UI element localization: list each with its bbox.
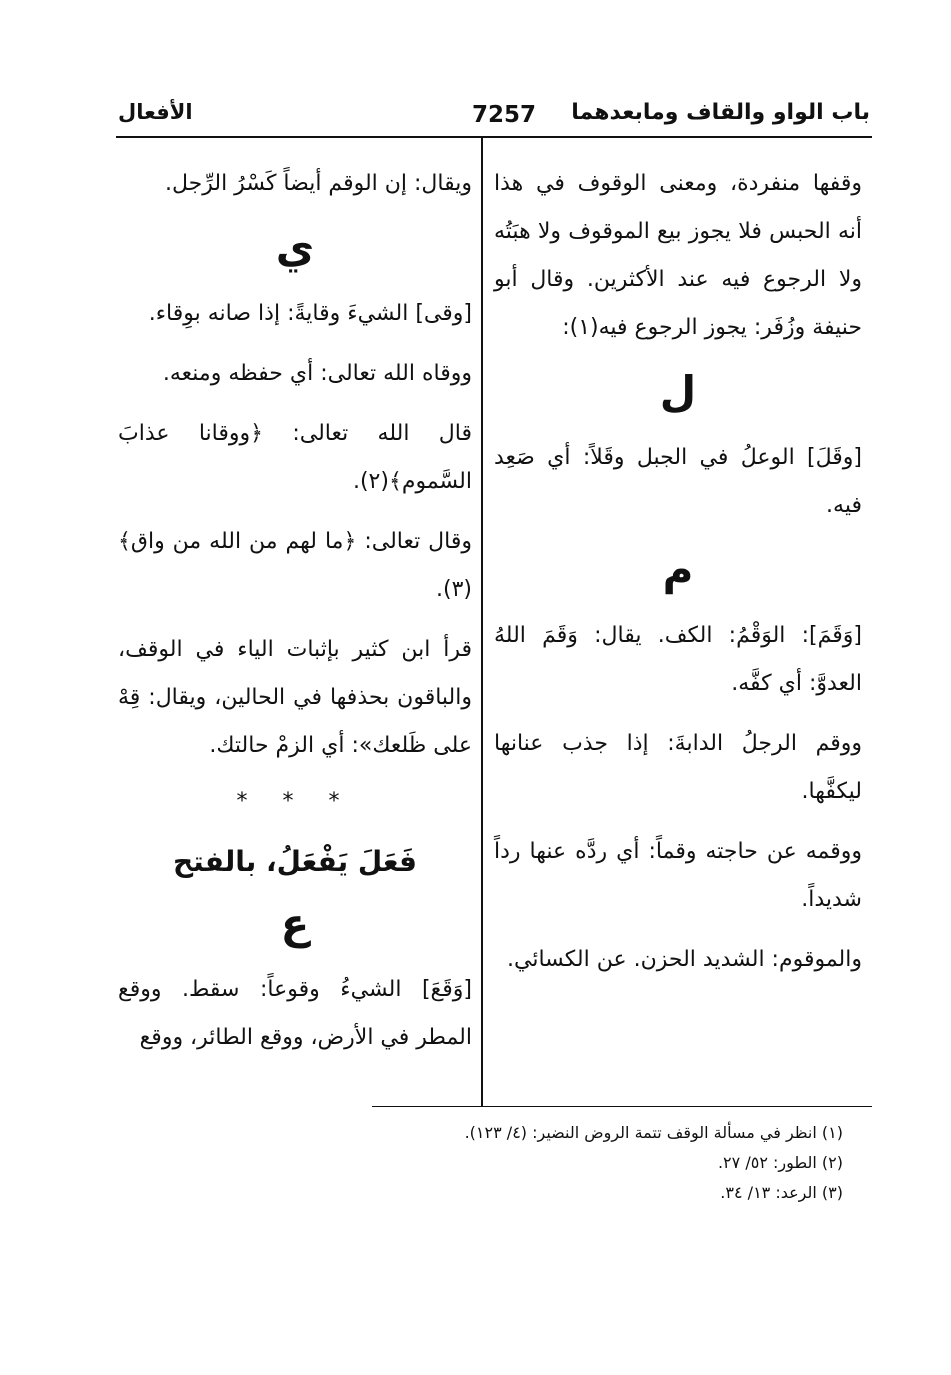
quran-quote: قال الله تعالى: ﴿ووقانا عذابَ السَّموم﴾(٢). <box>118 421 472 494</box>
right-column <box>494 160 862 996</box>
page-header <box>118 96 870 136</box>
entry-waqaa: [وَقَعَ] الشيءُ وقوعاً: سقط. ووقع المطر في الأرض، ووقع الطائر، ووقع <box>118 977 472 1050</box>
left-column <box>118 160 472 1074</box>
paragraph: والموقوم: الشديد الحزن. عن الكسائي. <box>507 947 862 972</box>
paragraph: ووقم الرجلُ الدابةَ: إذا جذب عنانها ليكفَّها. <box>494 731 862 804</box>
section-heading: فَعَلَ يَفْعَلُ، بالفتح <box>172 845 418 878</box>
footnote: (١) انظر في مسألة الوقف تتمة الروض النضير: (٤/ ١٢٣). <box>464 1123 843 1142</box>
letter-heading-lam: ل <box>659 367 697 416</box>
footnotes <box>343 1118 843 1208</box>
section-separator: * * * <box>236 789 354 814</box>
quran-quote: وقال تعالى: ﴿ما لهم من الله من واق﴾(٣). <box>118 529 472 602</box>
column-divider <box>481 138 483 1106</box>
entry-waqala: [وقَلَ] الوعلُ في الجبل وقَلاً: أي صَعِد فيه. <box>494 445 862 518</box>
chapter-title: باب الواو والقاف ومابعدهما <box>571 100 870 125</box>
footnote: (٢) الطور: ٥٢/ ٢٧. <box>717 1153 843 1172</box>
letter-heading-ya: ي <box>275 223 315 272</box>
paragraph: قرأ ابن كثير بإثبات الياء في الوقف، والباقون بحذفها في الحالين، ويقال: قِهْ على ظَلعك»: أي الزمْ حالتك. <box>118 637 472 758</box>
header-divider <box>116 136 872 138</box>
letter-heading-mim: م <box>662 545 694 594</box>
entry-waqama: [وَقَمَ]: الوَقْمُ: الكف. يقال: وَقَمَ اللهُ العدوَّ: أي كفَّه. <box>494 623 862 696</box>
footnote-divider <box>372 1106 872 1107</box>
paragraph: ووقاه الله تعالى: أي حفظه ومنعه. <box>162 361 472 386</box>
section-title-header: الأفعال <box>118 100 193 124</box>
page-number: 7257 <box>472 102 537 128</box>
paragraph: وقفها منفردة، ومعنى الوقوف في هذا أنه الحبس فلا يجوز بيع الموقوف ولا هبَتُه ولا الرجوع فيه عند الأكثرين. وقال أبو حنيفة وزُفَر: يجوز الرجوع فيه(١): <box>494 171 862 340</box>
paragraph: ويقال: إن الوقم أيضاً كَسْرُ الرِّجل. <box>164 171 472 196</box>
footnote: (٣) الرعد: ١٣/ ٣٤. <box>720 1183 843 1202</box>
paragraph: ووقمه عن حاجته وقماً: أي ردَّه عنها رداً شديداً. <box>494 839 862 912</box>
entry-waqa: [وقى] الشيءَ وقايةً: إذا صانه بوِقاء. <box>148 301 472 326</box>
letter-heading-ain: ع <box>280 899 310 948</box>
